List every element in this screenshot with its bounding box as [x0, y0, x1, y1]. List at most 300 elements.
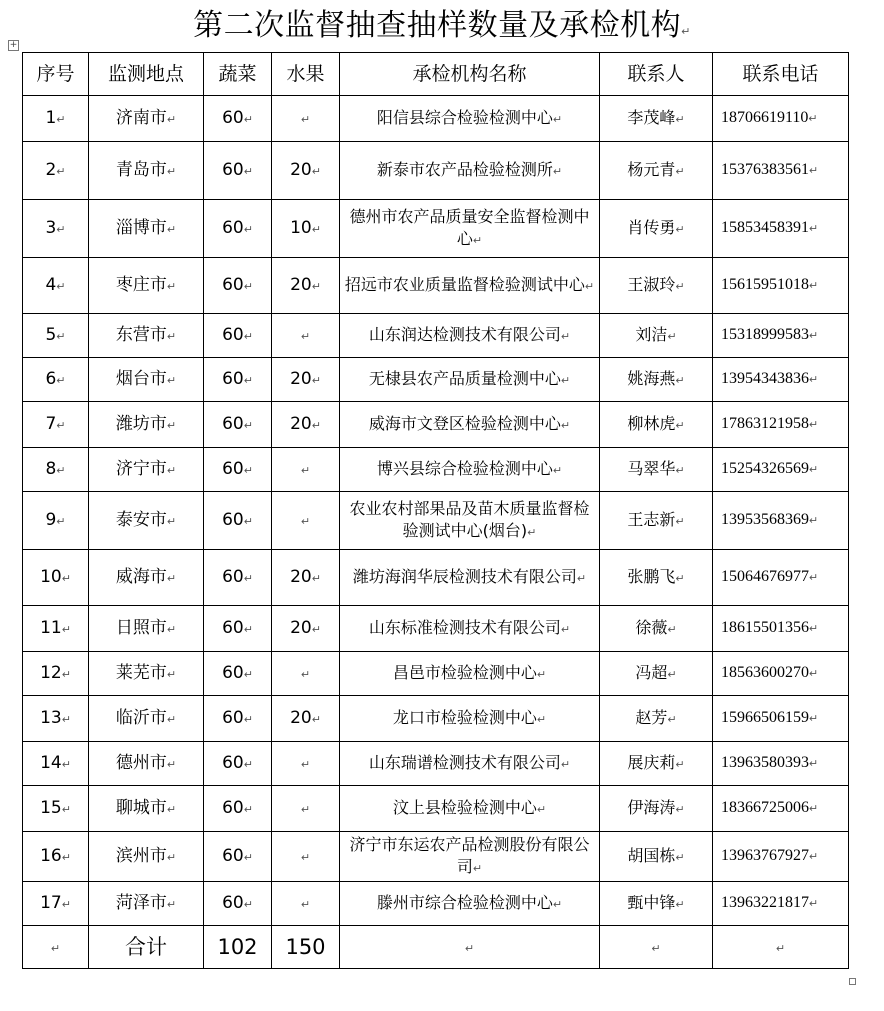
- row-org: 济宁市东运农产品检测股份有限公司: [349, 834, 590, 876]
- paragraph-mark: ↵: [166, 112, 177, 126]
- row-vegetable-cell: [204, 742, 272, 786]
- paragraph-mark: ↵: [166, 329, 177, 343]
- row-org: 龙口市检验检测中心: [392, 707, 537, 727]
- table-row: [23, 696, 849, 742]
- paragraph-mark: ↵: [311, 164, 321, 178]
- row-org-cell: [340, 96, 600, 142]
- paragraph-mark: ↵: [560, 757, 571, 771]
- row-org-cell: [340, 448, 600, 492]
- row-fruit-cell: [272, 606, 340, 652]
- total-org-blank: ↵: [340, 926, 600, 969]
- paragraph-mark: ↵: [243, 712, 253, 726]
- row-number: 14: [40, 752, 62, 773]
- row-phone-cell: [713, 882, 849, 926]
- paragraph-mark: ↵: [243, 622, 253, 636]
- paragraph-mark: ↵: [166, 667, 177, 681]
- paragraph-mark: ↵: [166, 373, 177, 387]
- row-phone-cell: [713, 402, 849, 448]
- row-contact: 冯超: [635, 662, 668, 682]
- row-org-cell: [340, 402, 600, 448]
- row-phone-cell: [713, 358, 849, 402]
- row-phone: 15376383561: [721, 161, 809, 178]
- paragraph-mark: ↵: [243, 279, 253, 293]
- row-contact-cell: [600, 96, 713, 142]
- table-row: [23, 882, 849, 926]
- row-vegetable-cell: [204, 786, 272, 832]
- row-city-cell: [89, 606, 204, 652]
- paragraph-mark: ↵: [300, 802, 311, 816]
- paragraph-mark: ↵: [809, 419, 819, 431]
- row-fruit-cell: [272, 492, 340, 550]
- row-fruit-cell: [272, 448, 340, 492]
- row-city: 莱芜市: [115, 662, 167, 683]
- row-org-cell: [340, 358, 600, 402]
- paragraph-mark: ↵: [243, 897, 253, 911]
- row-city: 济宁市: [115, 458, 167, 479]
- paragraph-mark: ↵: [61, 897, 71, 911]
- row-contact: 赵芳: [635, 707, 668, 727]
- row-org-cell: [340, 142, 600, 200]
- row-phone-cell: [713, 652, 849, 696]
- row-vegetable: 60: [222, 617, 244, 638]
- row-phone-cell: [713, 142, 849, 200]
- paragraph-mark: ↵: [311, 222, 321, 236]
- paragraph-mark: ↵: [809, 758, 819, 770]
- paragraph-mark: ↵: [243, 164, 253, 178]
- header-city: 监测地点: [89, 53, 204, 96]
- paragraph-mark: ↵: [809, 572, 819, 584]
- row-phone: 18706619110: [721, 109, 809, 126]
- row-number-cell: [23, 314, 89, 358]
- row-org-cell: [340, 882, 600, 926]
- row-phone: 15615951018: [721, 276, 809, 293]
- row-city-cell: [89, 786, 204, 832]
- row-contact: 张鹏飞: [627, 566, 676, 586]
- row-org: 招远市农业质量监督检验测试中心: [344, 274, 585, 294]
- row-contact: 杨元青: [627, 159, 676, 179]
- row-fruit-cell: [272, 742, 340, 786]
- paragraph-mark: ↵: [56, 112, 66, 126]
- row-contact-cell: [600, 652, 713, 696]
- row-contact-cell: [600, 402, 713, 448]
- paragraph-mark: ↵: [560, 329, 571, 343]
- row-vegetable: 60: [222, 159, 244, 180]
- row-vegetable: 60: [222, 707, 244, 728]
- row-number: 5: [45, 324, 57, 345]
- paragraph-mark: ↵: [809, 165, 819, 177]
- row-number: 15: [40, 797, 62, 818]
- row-phone-cell: [713, 200, 849, 258]
- row-phone-cell: [713, 606, 849, 652]
- paragraph-mark: ↵: [300, 112, 311, 126]
- row-contact-cell: [600, 448, 713, 492]
- row-number: 11: [40, 617, 62, 638]
- paragraph-mark: ↵: [61, 802, 71, 816]
- row-fruit-cell: [272, 696, 340, 742]
- row-contact-cell: [600, 550, 713, 606]
- inspection-table: [22, 52, 849, 969]
- header-contact: 联系人: [600, 53, 713, 96]
- row-org-cell: [340, 200, 600, 258]
- paragraph-mark: ↵: [536, 667, 547, 681]
- row-fruit-cell: [272, 314, 340, 358]
- table-row: [23, 742, 849, 786]
- paragraph-mark: ↵: [667, 667, 677, 681]
- row-phone-cell: [713, 258, 849, 314]
- paragraph-mark: ↵: [560, 418, 571, 432]
- paragraph-mark: ↵: [675, 850, 685, 864]
- row-org: 山东瑞谱检测技术有限公司: [368, 752, 561, 772]
- paragraph-mark: ↵: [675, 418, 685, 432]
- paragraph-mark: ↵: [667, 712, 677, 726]
- row-contact-cell: [600, 200, 713, 258]
- paragraph-mark: ↵: [809, 223, 819, 235]
- row-org: 新泰市农产品检验检测所: [376, 159, 553, 179]
- row-city: 菏泽市: [115, 892, 167, 913]
- paragraph-mark: ↵: [300, 757, 311, 771]
- paragraph-mark: ↵: [166, 571, 177, 585]
- row-vegetable: 60: [222, 217, 244, 238]
- row-city: 淄博市: [115, 217, 167, 238]
- row-phone: 15966506159: [721, 709, 809, 726]
- row-phone-cell: [713, 96, 849, 142]
- paragraph-mark: ↵: [56, 418, 66, 432]
- row-number-cell: [23, 142, 89, 200]
- total-contact-blank: ↵: [600, 926, 713, 969]
- paragraph-mark: ↵: [311, 571, 321, 585]
- row-vegetable: 60: [222, 324, 244, 345]
- table-row: [23, 96, 849, 142]
- paragraph-mark: ↵: [243, 802, 253, 816]
- row-vegetable: 60: [222, 509, 244, 530]
- header-fruit: 水果: [272, 53, 340, 96]
- paragraph-mark: ↵: [675, 802, 685, 816]
- header-org: 承检机构名称: [340, 53, 600, 96]
- paragraph-mark: ↵: [166, 222, 177, 236]
- row-contact: 柳林虎: [627, 413, 676, 433]
- row-number-cell: [23, 606, 89, 652]
- row-vegetable-cell: [204, 696, 272, 742]
- table-resize-handle-icon[interactable]: [849, 978, 856, 985]
- row-fruit-cell: [272, 652, 340, 696]
- row-org: 威海市文登区检验检测中心: [368, 413, 561, 433]
- row-phone-cell: [713, 448, 849, 492]
- row-number: 13: [40, 707, 62, 728]
- row-number-cell: [23, 696, 89, 742]
- table-move-handle-icon[interactable]: +: [9, 40, 18, 50]
- row-number-cell: [23, 358, 89, 402]
- row-number-cell: [23, 258, 89, 314]
- paragraph-mark: ↵: [61, 667, 71, 681]
- row-org: 阳信县综合检验检测中心: [376, 107, 553, 127]
- paragraph-mark: ↵: [300, 850, 311, 864]
- row-phone: 15853458391: [721, 219, 809, 236]
- total-row: [23, 926, 849, 969]
- paragraph-mark: ↵: [166, 622, 177, 636]
- row-phone-cell: [713, 314, 849, 358]
- paragraph-mark: ↵: [584, 279, 595, 293]
- row-org: 博兴县综合检验检测中心: [376, 458, 553, 478]
- row-vegetable: 60: [222, 892, 244, 913]
- row-vegetable-cell: [204, 492, 272, 550]
- row-phone: 15318999583: [721, 326, 809, 343]
- row-phone: 15064676977: [721, 568, 809, 585]
- row-number: 16: [40, 845, 62, 866]
- row-fruit: 20: [290, 566, 312, 587]
- table-row: [23, 258, 849, 314]
- paragraph-mark: ↵: [61, 850, 71, 864]
- row-contact: 伊海涛: [627, 797, 676, 817]
- row-contact-cell: [600, 882, 713, 926]
- row-city: 威海市: [115, 566, 167, 587]
- row-vegetable: 60: [222, 797, 244, 818]
- row-number: 6: [45, 368, 57, 389]
- row-number: 17: [40, 892, 62, 913]
- paragraph-mark: ↵: [675, 897, 685, 911]
- paragraph-mark: ↵: [56, 463, 66, 477]
- row-org-cell: [340, 652, 600, 696]
- row-number-cell: [23, 448, 89, 492]
- paragraph-mark: ↵: [243, 463, 253, 477]
- row-city-cell: [89, 314, 204, 358]
- paragraph-mark: ↵: [675, 112, 685, 126]
- paragraph-mark: ↵: [56, 514, 66, 528]
- row-vegetable-cell: [204, 402, 272, 448]
- header-phone: 联系电话: [713, 53, 849, 96]
- paragraph-mark: ↵: [166, 514, 177, 528]
- row-org-cell: [340, 696, 600, 742]
- row-org: 潍坊海润华辰检测技术有限公司: [352, 566, 577, 586]
- total-vegetable: 102: [204, 926, 272, 969]
- paragraph-mark: ↵: [166, 712, 177, 726]
- paragraph-mark: ↵: [472, 861, 483, 875]
- paragraph-mark: ↵: [536, 802, 547, 816]
- paragraph-mark: ↵: [56, 279, 66, 293]
- row-phone-cell: [713, 492, 849, 550]
- row-fruit-cell: [272, 142, 340, 200]
- row-city-cell: [89, 258, 204, 314]
- row-org: 无棣县农产品质量检测中心: [368, 368, 561, 388]
- row-number-cell: [23, 492, 89, 550]
- table-row: [23, 786, 849, 832]
- paragraph-mark: ↵: [809, 623, 819, 635]
- row-fruit: 20: [290, 159, 312, 180]
- row-fruit: 10: [290, 217, 312, 238]
- row-org: 滕州市综合检验检测中心: [376, 892, 553, 912]
- paragraph-mark: ↵: [61, 712, 71, 726]
- paragraph-mark: ↵: [243, 757, 253, 771]
- row-fruit: 20: [290, 274, 312, 295]
- row-number-cell: [23, 402, 89, 448]
- row-contact: 甄中锋: [627, 892, 676, 912]
- header-row: [23, 53, 849, 96]
- row-phone: 18563600270: [721, 664, 809, 681]
- row-vegetable: 60: [222, 845, 244, 866]
- row-number-cell: [23, 832, 89, 882]
- paragraph-mark: ↵: [166, 164, 177, 178]
- row-contact-cell: [600, 314, 713, 358]
- row-fruit-cell: [272, 258, 340, 314]
- paragraph-mark: ↵: [300, 463, 311, 477]
- total-blank: ↵: [23, 926, 89, 969]
- row-vegetable-cell: [204, 314, 272, 358]
- row-number: 2: [45, 159, 57, 180]
- row-contact: 王淑玲: [627, 274, 676, 294]
- row-city-cell: [89, 142, 204, 200]
- row-number-cell: [23, 652, 89, 696]
- paragraph-mark: ↵: [675, 571, 685, 585]
- row-org-cell: [340, 786, 600, 832]
- row-vegetable-cell: [204, 606, 272, 652]
- row-fruit: 20: [290, 617, 312, 638]
- paragraph-mark: ↵: [552, 463, 563, 477]
- paragraph-mark: ↵: [808, 113, 818, 125]
- paragraph-mark: ↵: [243, 514, 253, 528]
- paragraph-mark: ↵: [809, 898, 819, 910]
- row-org-cell: [340, 258, 600, 314]
- row-contact-cell: [600, 606, 713, 652]
- paragraph-mark: ↵: [560, 622, 571, 636]
- row-contact: 刘洁: [635, 324, 668, 344]
- row-number: 7: [45, 413, 57, 434]
- row-number-cell: [23, 786, 89, 832]
- paragraph-mark: ↵: [61, 571, 71, 585]
- row-contact-cell: [600, 696, 713, 742]
- table-row: [23, 200, 849, 258]
- row-org-cell: [340, 492, 600, 550]
- paragraph-mark: ↵: [61, 622, 71, 636]
- total-phone-blank: ↵: [713, 926, 849, 969]
- paragraph-mark: ↵: [243, 571, 253, 585]
- header-no: 序号: [23, 53, 89, 96]
- row-phone: 13953568369: [721, 511, 809, 528]
- row-fruit-cell: [272, 402, 340, 448]
- row-phone: 17863121958: [721, 415, 809, 432]
- row-number-cell: [23, 200, 89, 258]
- row-org-cell: [340, 742, 600, 786]
- paragraph-mark: ↵: [681, 25, 691, 38]
- row-fruit-cell: [272, 786, 340, 832]
- row-fruit-cell: [272, 832, 340, 882]
- row-number-cell: [23, 882, 89, 926]
- paragraph-mark: ↵: [527, 525, 537, 539]
- paragraph-mark: ↵: [675, 222, 685, 236]
- row-number-cell: [23, 742, 89, 786]
- total-label: 合计: [89, 926, 204, 969]
- row-contact-cell: [600, 358, 713, 402]
- row-vegetable-cell: [204, 142, 272, 200]
- row-phone: 18615501356: [721, 619, 809, 636]
- row-number-cell: [23, 550, 89, 606]
- row-number-cell: [23, 96, 89, 142]
- row-city-cell: [89, 492, 204, 550]
- row-org: 农业农村部果品及苗木质量监督检验测试中心(烟台): [349, 498, 590, 540]
- row-city-cell: [89, 696, 204, 742]
- row-contact-cell: [600, 258, 713, 314]
- row-vegetable-cell: [204, 258, 272, 314]
- paragraph-mark: ↵: [166, 897, 177, 911]
- row-org-cell: [340, 832, 600, 882]
- row-number: 9: [45, 509, 57, 530]
- row-city: 烟台市: [115, 368, 167, 389]
- paragraph-mark: ↵: [675, 757, 685, 771]
- paragraph-mark: ↵: [311, 279, 321, 293]
- row-fruit-cell: [272, 200, 340, 258]
- row-city: 临沂市: [115, 707, 167, 728]
- row-vegetable: 60: [222, 566, 244, 587]
- row-city-cell: [89, 358, 204, 402]
- paragraph-mark: ↵: [667, 329, 677, 343]
- row-phone-cell: [713, 550, 849, 606]
- paragraph-mark: ↵: [675, 373, 685, 387]
- row-city: 德州市: [115, 752, 167, 773]
- paragraph-mark: ↵: [166, 757, 177, 771]
- row-org: 山东标准检测技术有限公司: [368, 617, 561, 637]
- paragraph-mark: ↵: [243, 112, 253, 126]
- row-org-cell: [340, 314, 600, 358]
- paragraph-mark: ↵: [675, 279, 685, 293]
- row-city-cell: [89, 652, 204, 696]
- row-city: 青岛市: [115, 159, 167, 180]
- paragraph-mark: ↵: [809, 464, 819, 476]
- row-fruit-cell: [272, 358, 340, 402]
- row-vegetable: 60: [222, 413, 244, 434]
- row-fruit: 20: [290, 368, 312, 389]
- paragraph-mark: ↵: [243, 329, 253, 343]
- paragraph-mark: ↵: [243, 418, 253, 432]
- paragraph-mark: ↵: [472, 233, 483, 247]
- table-row: [23, 402, 849, 448]
- paragraph-mark: ↵: [300, 329, 311, 343]
- row-contact: 姚海燕: [627, 368, 676, 388]
- row-number: 12: [40, 662, 62, 683]
- row-contact: 展庆莉: [627, 752, 676, 772]
- table-row: [23, 314, 849, 358]
- row-number: 1: [45, 107, 57, 128]
- row-city-cell: [89, 402, 204, 448]
- row-city: 济南市: [115, 107, 167, 128]
- row-fruit-cell: [272, 550, 340, 606]
- row-fruit: 20: [290, 413, 312, 434]
- row-city: 潍坊市: [115, 413, 167, 434]
- row-phone: 13963767927: [721, 847, 809, 864]
- row-city-cell: [89, 200, 204, 258]
- table-row: [23, 492, 849, 550]
- row-city-cell: [89, 832, 204, 882]
- row-contact: 徐薇: [635, 617, 668, 637]
- row-contact: 王志新: [627, 509, 676, 529]
- row-city: 枣庄市: [115, 274, 167, 295]
- paragraph-mark: ↵: [809, 374, 819, 386]
- row-vegetable-cell: [204, 448, 272, 492]
- row-city-cell: [89, 550, 204, 606]
- table-row: [23, 448, 849, 492]
- paragraph-mark: ↵: [667, 622, 677, 636]
- paragraph-mark: ↵: [166, 418, 177, 432]
- paragraph-mark: ↵: [552, 164, 563, 178]
- paragraph-mark: ↵: [56, 164, 66, 178]
- row-vegetable-cell: [204, 96, 272, 142]
- paragraph-mark: ↵: [560, 373, 571, 387]
- row-city: 聊城市: [115, 797, 167, 818]
- table-row: [23, 652, 849, 696]
- document-title: [0, 6, 884, 52]
- row-vegetable-cell: [204, 652, 272, 696]
- table-row: [23, 550, 849, 606]
- row-org-cell: [340, 606, 600, 652]
- paragraph-mark: ↵: [243, 222, 253, 236]
- row-vegetable-cell: [204, 200, 272, 258]
